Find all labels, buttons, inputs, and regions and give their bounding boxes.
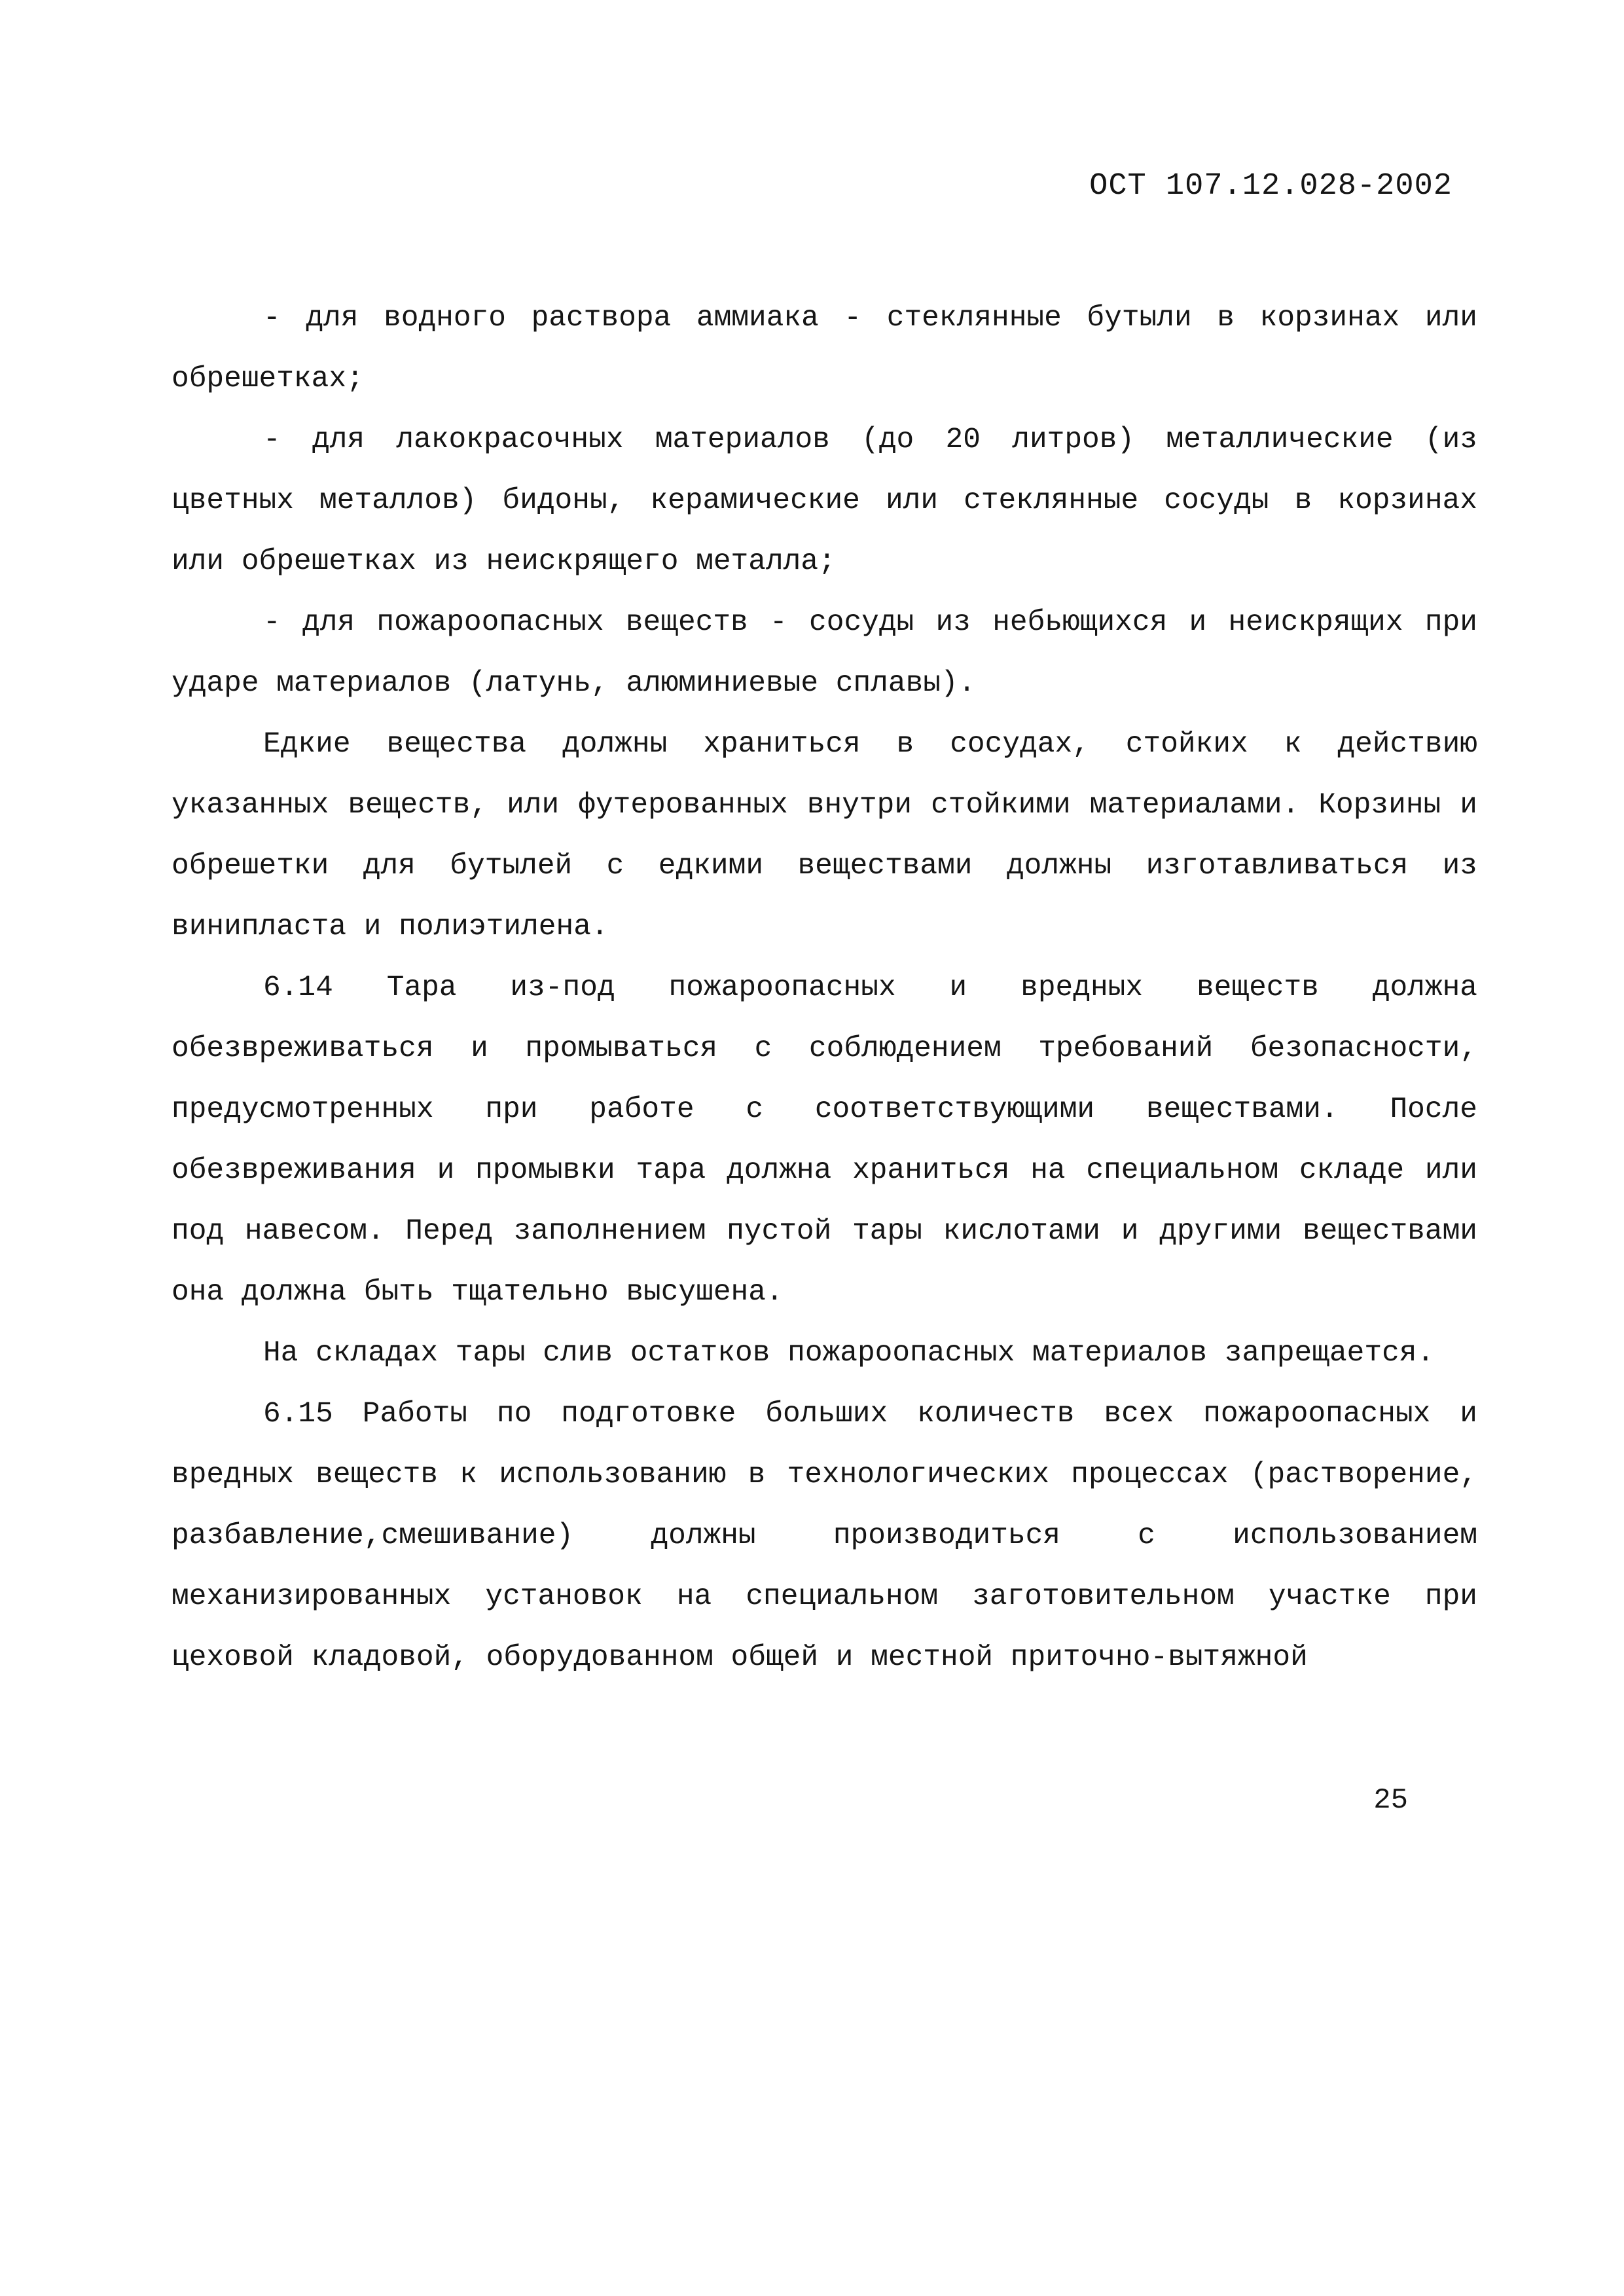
paragraph-ammonia-containers: - для водного раствора аммиака - стеклянные бутыли в корзинах или обрешетках; [171,302,1477,395]
paragraph-flammable-containers: - для пожароопасных веществ - сосуды из небьющихся и неискрящих при ударе материалов (латунь, алюминиевые сплавы). [171,606,1477,700]
document-code-header: ОСТ 107.12.028-2002 [1089,169,1453,204]
page-number: 25 [1373,1784,1408,1817]
paragraph-paint-containers: - для лакокрасочных материалов (до 20 литров) металлические (из цветных металлов) бидоны, керамические или стеклянные сосуды в корзинах или обрешетках из неискрящего металла; [171,424,1477,578]
paragraph-caustic-substances: Едкие вещества должны храниться в сосудах, стойких к действию указанных веществ, или футерованных внутри стойкими материалами. Корзины и обрешетки для бутылей с едкими веществами должны изготавливаться из винипласта и полиэтилена. [171,728,1477,943]
paragraph-section-6-15: 6.15 Работы по подготовке больших количеств всех пожароопасных и вредных веществ к использованию в технологических процессах (растворение, разбавление,смешивание) должны производиться с использованием механизированных установок на специальном заготовительном участке при цеховой кладовой, оборудованном общей и местной приточно-вытяжной [171,1398,1477,1674]
paragraph-section-6-14: 6.14 Тара из-под пожароопасных и вредных веществ должна обезвреживаться и промываться с соблюдением требований безопасности, предусмотренных при работе с соответствующими веществами. После обезвреживания и промывки тара должна храниться на специальном складе или под навесом. Перед заполнением пустой тары кислотами и другими веществами она должна быть тщательно высушена. [171,972,1477,1309]
page-body [171,288,1477,1688]
paragraph-tara-warehouse: На складах тары слив остатков пожароопасных материалов запрещается. [263,1337,1435,1370]
